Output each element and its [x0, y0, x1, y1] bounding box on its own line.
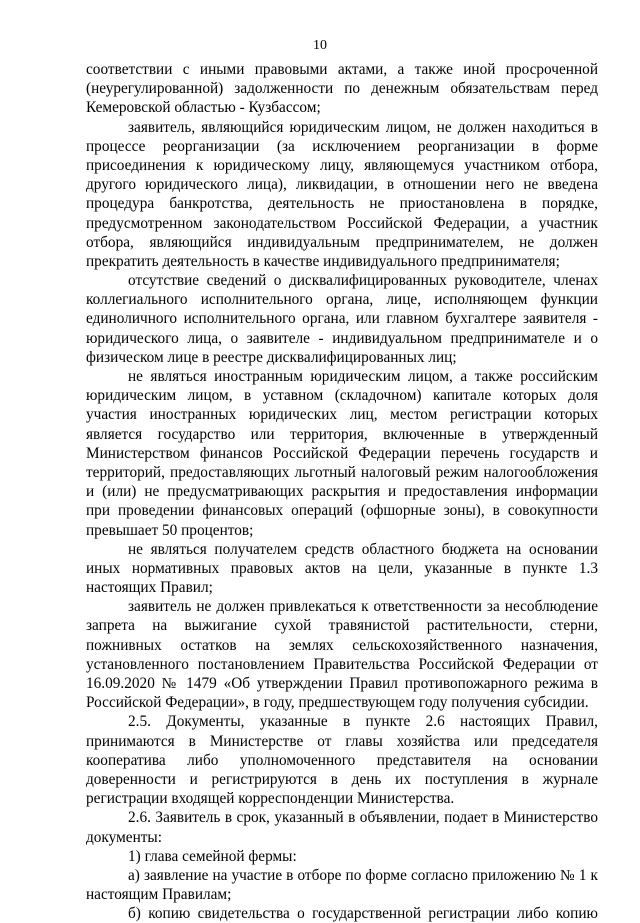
- text-line: процессе реорганизации (за исключением реорганизации в форме: [86, 137, 598, 155]
- text-line: Кемеровской областью - Кузбассом;: [86, 99, 321, 117]
- text-line: запрета на выжигание сухой травянистой растительности, стерни,: [86, 617, 598, 635]
- document-body: [86, 60, 598, 923]
- text-line: юридическим лицом, в уставном (складочном) капитале которых доля: [86, 387, 598, 405]
- text-line: отсутствие сведений о дисквалифицированных руководителе, членах: [128, 272, 598, 290]
- text-line: предусмотренном законодательством Российской Федерации, а участник: [86, 214, 598, 232]
- paragraph: [86, 904, 598, 923]
- text-line: единоличного исполнительного органа, или главном бухгалтере заявителя -: [86, 310, 598, 328]
- text-line: настоящим Правилам;: [86, 886, 232, 904]
- text-line: юридического лица, о заявителе - индивидуальном предпринимателе и о: [86, 329, 598, 347]
- text-line: участия иностранных юридических лиц, местом регистрации которых: [86, 406, 598, 424]
- text-line: и (или) не предусматривающих раскрытия и предоставления информации: [86, 483, 598, 501]
- text-line: Министерством финансов Российской Федерации перечень государств и: [86, 444, 598, 462]
- text-line: пожнивных остатков на землях сельскохозяйственного назначения,: [86, 636, 598, 654]
- paragraph: [86, 847, 598, 866]
- text-line: доверенности и регистрируются в день их поступления в журнале: [86, 770, 598, 788]
- text-line: Российской Федерации», в году, предшествующем году получения субсидии.: [86, 694, 589, 712]
- text-line: превышает 50 процентов;: [86, 521, 254, 539]
- text-line: коллегиального исполнительного органа, лице, исполняющем функции: [86, 291, 598, 309]
- text-line: процедура банкротства, деятельность не приостановлена в порядке,: [86, 195, 598, 213]
- text-line: установленного постановлением Правительства Российской Федерации от: [86, 655, 598, 673]
- paragraph: [86, 367, 598, 540]
- text-line: иных нормативных правовых актов на цели, указанные в пункте 1.3: [86, 559, 598, 577]
- text-line: прекратить деятельность в качестве индивидуального предпринимателя;: [86, 252, 560, 270]
- text-line: 2.6. Заявитель в срок, указанный в объявлении, подает в Министерство: [128, 809, 598, 827]
- text-line: соответствии с иными правовыми актами, а также иной просроченной: [86, 61, 598, 78]
- text-line: территорий, предоставляющих льготный налоговый режим налогообложения: [86, 463, 598, 481]
- text-line: заявитель не должен привлекаться к ответственности за несоблюдение: [128, 598, 598, 616]
- text-line: принимаются в Министерстве от главы хозяйства или председателя: [86, 732, 598, 750]
- page-number: 10: [313, 38, 327, 53]
- text-line: другого юридического лица), ликвидации, в отношении него не введена: [86, 176, 598, 194]
- text-line: настоящих Правил;: [86, 579, 213, 597]
- text-line: заявитель, являющийся юридическим лицом, не должен находиться в: [128, 118, 598, 136]
- paragraph: [86, 597, 598, 712]
- paragraph: [86, 808, 598, 846]
- text-line: является государство или территория, включенные в утвержденный: [86, 425, 598, 443]
- text-line: 1) глава семейной фермы:: [128, 847, 297, 865]
- text-line: не являться иностранным юридическим лицом, а также российским: [128, 368, 598, 385]
- text-line: при проведении финансовых операций (офшорные зоны), в совокупности: [86, 502, 598, 520]
- text-line: физическом лице в реестре дисквалифицированных лиц;: [86, 348, 457, 366]
- text-line: 2.5. Документы, указанные в пункте 2.6 настоящих Правил,: [128, 713, 598, 731]
- paragraph: [86, 60, 598, 118]
- text-line: регистрации входящей корреспонденции Министерства.: [86, 790, 455, 808]
- text-line: а) заявление на участие в отборе по форме согласно приложению № 1 к: [128, 866, 598, 884]
- paragraph: [86, 540, 598, 598]
- paragraph: [86, 712, 598, 808]
- paragraph: [86, 118, 598, 272]
- text-line: 16.09.2020 № 1479 «Об утверждении Правил противопожарного режима в: [86, 675, 598, 692]
- text-line: присоединения к юридическому лицу, являющемуся участником отбора,: [86, 156, 598, 174]
- text-line: кооператива либо уполномоченного представителя на основании: [86, 751, 598, 769]
- text-line: документы:: [86, 828, 162, 846]
- paragraph: [86, 271, 598, 367]
- text-line: не являться получателем средств областного бюджета на основании: [128, 540, 598, 558]
- paragraph: [86, 866, 598, 904]
- text-line: б) копию свидетельства о государственной регистрации либо копию: [128, 905, 598, 923]
- text-line: (неурегулированной) задолженности по денежным обязательствам перед: [86, 80, 598, 98]
- text-line: отбора, являющийся индивидуальным предпринимателем, не должен: [86, 233, 598, 251]
